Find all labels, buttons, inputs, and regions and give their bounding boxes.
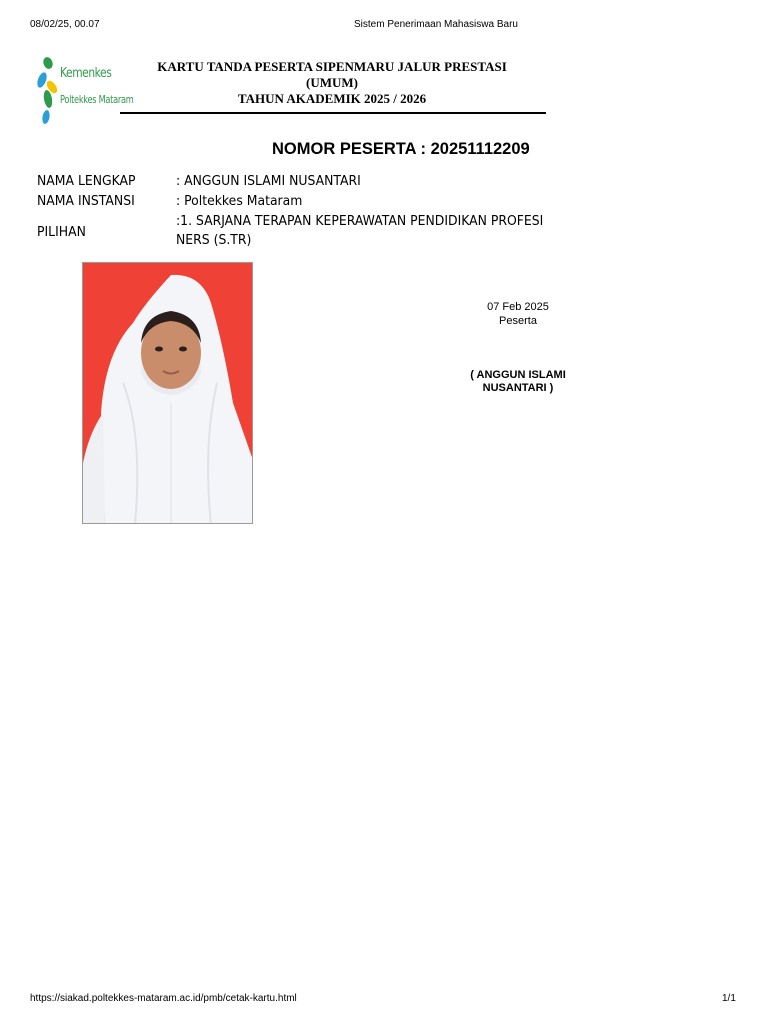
- logo-mark: [36, 56, 59, 125]
- signature-name: ( ANGGUN ISLAMI: [470, 369, 566, 381]
- participant-number: NOMOR PESERTA : 20251112209: [272, 140, 530, 158]
- header-divider: [120, 112, 546, 114]
- program-choice-label: PILIHAN: [37, 224, 86, 240]
- logo-text-kemenkes: Kemenkes: [60, 66, 112, 81]
- institution-label: NAMA INSTANSI: [37, 193, 135, 209]
- signature-date: 07 Feb 2025: [487, 301, 549, 313]
- print-url: https://siakad.poltekkes-mataram.ac.id/pmb/cetak-kartu.html: [30, 993, 297, 1004]
- logo-text-poltekkes: Poltekkes Mataram: [60, 93, 134, 106]
- print-page-number: 1/1: [722, 993, 736, 1004]
- participant-photo: [82, 262, 253, 524]
- signature-role: Peserta: [499, 315, 537, 327]
- print-page-title: Sistem Penerimaan Mahasiswa Baru: [354, 19, 518, 30]
- program-choice-value: :1. SARJANA TERAPAN KEPERAWATAN PENDIDIKAN PROFESI: [176, 213, 544, 229]
- full-name-label: NAMA LENGKAP: [37, 173, 136, 189]
- kemenkes-logo: [36, 51, 120, 127]
- signature-name-cont: NUSANTARI ): [482, 382, 554, 394]
- print-datetime: 08/02/25, 00.07: [30, 19, 100, 30]
- card-title: KARTU TANDA PESERTA SIPENMARU JALUR PRESTASI: [157, 59, 507, 74]
- program-choice-value-cont: NERS (S.TR): [176, 232, 252, 248]
- photo-illustration: [83, 263, 253, 524]
- institution-value: : Poltekkes Mataram: [176, 193, 303, 209]
- full-name-value: : ANGGUN ISLAMI NUSANTARI: [176, 173, 361, 189]
- academic-year: TAHUN AKADEMIK 2025 / 2026: [237, 91, 427, 106]
- card-subtitle: (UMUM): [306, 75, 358, 90]
